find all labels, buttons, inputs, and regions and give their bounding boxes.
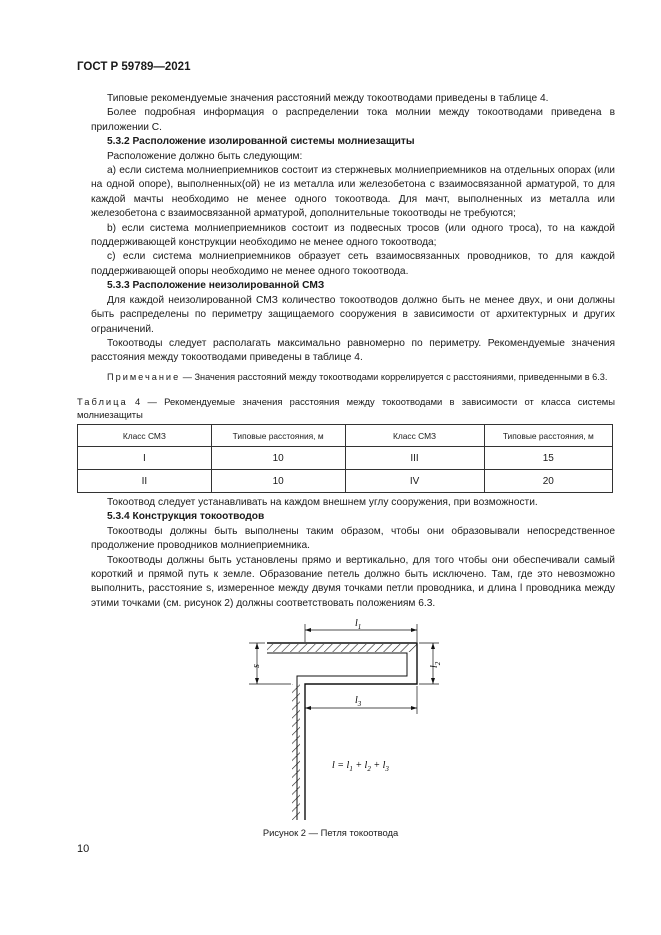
section-heading-5-3-4: 5.3.4 Конструкция токоотводов [107,511,265,523]
table-caption-title: — Рекомендуемые значения расстояния между токоотводами в зависимости от класса системы молниезащиты [77,396,615,420]
page-number: 10 [77,843,90,855]
table-caption-number: 4 [135,396,141,407]
note [91,371,615,384]
table-header-cell: Типовые расстояния, м [211,425,345,447]
figure-2 [247,610,447,825]
label-l1: $l_1$ [355,618,362,631]
conductor-loop [267,643,417,820]
wall-hatching [292,684,300,820]
label-l3: $l_3$ [355,695,362,708]
table-cell: 10 [211,447,345,470]
table-caption-label: Таблица [77,396,128,407]
table-cell: 15 [484,447,612,470]
table-header-cell: Типовые расстояния, м [484,425,612,447]
list-item-c: с) если система молниеприемников образует сеть взаимосвязанных проводников, то для каждой поддерживающей опоры необходимо не менее одного токоотвода. [91,251,615,277]
table-header-row [78,425,613,447]
table-cell: 20 [484,470,612,493]
paragraph: Типовые рекомендуемые значения расстояний между токоотводами приведены в таблице 4. [107,93,549,104]
paragraph: Расположение должно быть следующим: [107,150,303,162]
paragraph: Токоотвод следует устанавливать на каждом внешнем углу сооружения, при возможности. [107,497,538,508]
body-section-1 [91,92,615,384]
structure-outline [267,653,407,820]
paragraph: Токоотводы должны быть выполнены таким образом, чтобы они образовывали непосредственное продолжение проводников молниеприемника. [91,525,615,552]
paragraph: Токоотводы следует располагать максимально равномерно по периметру. Рекомендуемые значения расстояния между токоотводами приведены в таблице 4. [91,337,615,364]
document-header: ГОСТ Р 59789—2021 [77,61,191,73]
section-heading-5-3-2: 5.3.2 Расположение изолированной системы молниезащиты [107,136,415,148]
table-4 [77,424,613,493]
figure-caption: Рисунок 2 — Петля токоотвода [262,827,399,838]
table-cell: II [78,470,212,493]
label-s: s [251,664,262,668]
note-label: Примечание [107,371,181,382]
table-cell: I [78,447,212,470]
table-row [78,447,613,470]
paragraph: Более подробная информация о распределении тока молнии между токоотводами приведена в приложении С. [91,107,615,133]
list-item-a: а) если система молниеприемников состоит из стержневых молниеприемников на отдельных опорах (или на одной опоре), выполненных(ой) не из металла или железобетона с взаимосвязанной арматурой, то для каждой мачты необходимо не менее одного токоотвода. Для мачт, выполненных из металла или железобетона с взаимосвязанной арматурой, дополнительные токоотводы не требуются; [91,165,615,220]
table-row [78,470,613,493]
table-cell: IV [345,470,484,493]
table-cell: III [345,447,484,470]
table-caption [77,396,615,421]
paragraph: Для каждой неизолированной СМЗ количество токоотводов должно быть не менее двух, и они должны быть распределены по периметру защищаемого сооружения в зависимости от архитектурных и других ограничений. [91,294,615,335]
body-section-2 [91,496,615,611]
formula: $l = l_1 + l_2 + l_3$ [332,760,389,773]
table-header-cell: Класс СМЗ [78,425,212,447]
table-cell: 10 [211,470,345,493]
paragraph: Токоотводы должны быть установлены прямо и вертикально, для того чтобы они обеспечивали самый короткий и прямой путь к земле. Образование петель должно быть исключено. Там, где это невозможно выполнить, расстояние s, измеренное между двумя точками петли проводника, и длина l проводника между этими точками (см. рисунок 2) должны соответствовать положениям 6.3. [91,554,615,609]
section-heading-5-3-3: 5.3.3 Расположение неизолированной СМЗ [107,280,325,292]
loop-diagram [247,610,447,820]
roof-hatching [267,644,417,652]
table-header-cell: Класс СМЗ [345,425,484,447]
label-l2: $l_2$ [429,661,442,668]
note-text: — Значения расстояний между токоотводами коррелируется с расстояниями, приведенными в 6.3. [182,371,608,382]
list-item-b: b) если система молниеприемников состоит из подвесных тросов (или одного троса), то на каждой поддерживающей конструкции необходимо не менее одного токоотвода; [91,222,615,249]
